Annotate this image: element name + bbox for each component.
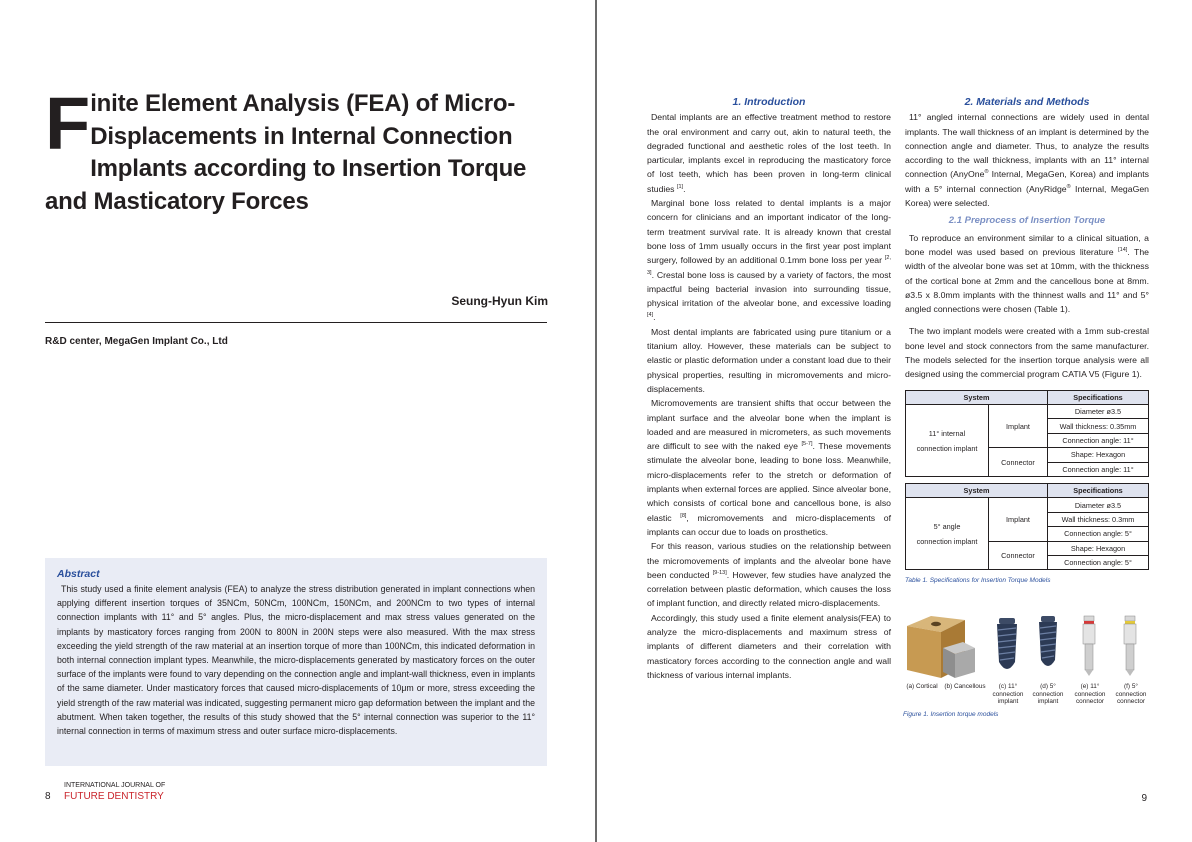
citation: [4] (647, 312, 654, 319)
page-number-right: 9 (1141, 793, 1147, 804)
intro-paragraph-6: Accordingly, this study used a finite element analysis(FEA) to analyze the micro-displacements and maximum stress of implants of different diameters and their correlation with masticatory forces according to the connection angle and wall thickness of various internal implants. (647, 612, 891, 680)
connector-cell: Connector (989, 541, 1048, 570)
figure-label-e: (e) 11° connection connector (1074, 683, 1106, 705)
bone-block-image (907, 616, 975, 678)
spec-cell: Connection angle: 5° (1048, 555, 1149, 569)
intro-paragraph-3: Most dental implants are fabricated using pure titanium or a titanium alloy. However, these materials can be subject to elastic or plastic deformation under a constant load due to their physical properties, resulting in micromovements and micro-displacements. (647, 326, 891, 394)
spec-cell: Diameter ø3.5 (1048, 498, 1149, 512)
figure-1 (903, 612, 1159, 722)
citation: [9-13] (712, 569, 727, 576)
intro-paragraph-2: Marginal bone loss related to dental implants is a major concern for clinicians and an important indicator of the long-term treatment survival rate. It is already known that crestal bone loss of 1mm usually occurs in the first year post implant surgery, followed by an additional 0.1mm bone loss per year [2, 3]. Crestal bone loss is caused by a variety of factors, the most impactful being bacterial invasion into surrounding tissue, physical irritation of the alveolar bone, and excessive loading [4]. (647, 198, 891, 323)
intro-p4-text-c: , micromovements and micro-displacements of implants can occur due to loads on prosthetics. (647, 512, 892, 537)
table-row (906, 498, 1149, 512)
methods-paragraph-3: The two implant models were created with a 1mm sub-crestal bone level and stock connectors from the same manufacturer. The models selected for the insertion torque analysis were all designed using the commercial program CATIA V5 (Figure 1). (905, 326, 1149, 380)
system-cell: 11° internal connection implant (906, 405, 989, 477)
intro-paragraph-1: Dental implants are an effective treatment method to restore the oral environment and carry out, akin to natural teeth, the degraded functional and aesthetic roles of the lost teeth. In particular, implants excel in reproducing the masticatory force of lost teeth, which has been proven in long-term clinical studies [1]. (647, 112, 891, 194)
title-divider (45, 322, 547, 323)
title-text: inite Element Analysis (FEA) of Micro-Displacements in Internal Connection Implants according to Insertion Torque and Masticatory Forces (45, 90, 527, 215)
header-system: System (906, 390, 1048, 404)
intro-p5-text-b: . However, few studies have analyzed the correlation between plastic deformation, which causes the loss of implant function, and directly related micro-displacements. (647, 569, 891, 609)
journal-line-1: INTERNATIONAL JOURNAL OF (64, 782, 166, 789)
header-specifications: Specifications (1048, 390, 1149, 404)
spec-cell: Wall thickness: 0.3mm (1048, 512, 1149, 526)
abstract-text: This study used a finite element analysis (FEA) to analyze the stress distribution generated in implant connections when applying different insertion torques of 35NCm, 50NCm, 100NCm, 150NCm, and 200NCm to two types of internal connection implants with 11° and 5° angles. Plus, the micro-displacement and max stress values generated on the implants by masticatory forces ranging from 200N to 800N in 200N steps were also measured. With the max stress exceeding the yield strength of the raw material at an insertion torque of more than 100NCm, this indicated deformation in both internal connection implant types. Meanwhile, the micro-displacements generated by masticatory forces on the outer surface of the implants were found to vary depending on the connection angle and implant-wall thickness, even in implants of the same diameter. Under masticatory forces that caused micro-displacements of 10μm or more, stress exceeding the yield strength of the raw material was indicated, suggesting permanent micro gap deformation between the implant and the abutment. When taken together, the results of this study showed that the 5° internal connection was superior to the 11° internal connection in terms of maximum stress and outer surface micro-displacements. (57, 584, 535, 737)
column-methods (905, 95, 1149, 589)
connector-cell: Connector (989, 448, 1048, 477)
citation: [5-7] (801, 441, 813, 448)
system-cell: 5° angle connection implant (906, 498, 989, 570)
implant-11-image (997, 618, 1017, 669)
spec-cell: Connection angle: 11° (1048, 433, 1149, 447)
methods-paragraph-2 (905, 231, 1149, 317)
spec-cell: Wall thickness: 0.35mm (1048, 419, 1149, 433)
figure-label-b: (b) Cancellous (944, 683, 986, 690)
journal-logo (64, 782, 165, 803)
intro-p4-text-a: Micromovements are transient shifts that occur between the implant surface and the alveolar bone when the implant is loaded and are measured in micrometers, as such movements are difficult to see with the naked eye (647, 398, 891, 452)
spec-cell: Connection angle: 5° (1048, 527, 1149, 541)
intro-p2-text-a: Marginal bone loss related to dental implants is a major concern for clinicians and an important indicator of the long-term treatment survival rate. It is already known that crestal bone loss of 1mm usually occurs in the first year post implant surgery, followed by an additional 0.1mm bone loss per year (647, 198, 891, 266)
registered-mark: ® (984, 169, 989, 176)
spec-cell: Connection angle: 11° (1048, 462, 1149, 476)
introduction-heading: 1. Introduction (732, 96, 806, 108)
citation: [8] (680, 512, 687, 519)
methods-p2-text-b: . The width of the alveolar bone was set at 10mm, with the thickness of the cortical bone at 2mm and the cancellous bone at 8mm. ø3.5 x 8.0mm implants with the thinnest walls and 11° and 5° angled connections were chosen (Table 1). (905, 246, 1150, 315)
connector-5-image (1124, 616, 1136, 676)
connector-11-image (1083, 616, 1095, 676)
spec-cell: Shape: Hexagon (1048, 541, 1149, 555)
spec-cell: Diameter ø3.5 (1048, 405, 1149, 419)
intro-p4-text-b: . These movements stimulate the alveolar bone, leading to bone loss. Meanwhile, micro-displacements refer to the stretch or deformation of implants when external forces are applied. Since alveolar bone, which consists of cortical bone and cancellous bone, is also elastic (647, 441, 891, 523)
figure-label-c: (c) 11° connection implant (992, 683, 1024, 705)
methods-paragraph-1 (905, 110, 1149, 210)
figure-label-a: (a) Cortical (906, 683, 938, 690)
spec-table-5 (905, 483, 1149, 570)
implant-cell: Implant (989, 405, 1048, 448)
affiliation: R&D center, MegaGen Implant Co., Ltd (45, 336, 228, 347)
methods-p1-text-c: Internal, MegaGen Korea) were selected. (905, 183, 1149, 209)
table-header-row (906, 390, 1149, 404)
table-header-row (906, 483, 1149, 497)
intro-p1-text: Dental implants are an effective treatment method to restore the oral environment and carry out, akin to natural teeth, the degraded functional and aesthetic roles of the lost teeth. In particular, implants excel in reproducing the masticatory force of lost teeth, which has been proven in long-term clinical studies (647, 112, 891, 194)
left-page (0, 0, 595, 842)
column-introduction (647, 95, 891, 682)
intro-paragraph-4 (647, 396, 891, 539)
author-name: Seung-Hyun Kim (451, 294, 548, 308)
spec-cell: Shape: Hexagon (1048, 448, 1149, 462)
intro-p2-text-b: . Crestal bone loss is caused by a variety of factors, the most impactful being bacterial invasion into surrounding tissue, physical irritation of the alveolar bone, and excessive loading (647, 269, 891, 309)
implant-cell: Implant (989, 498, 1048, 541)
spec-table-11 (905, 390, 1149, 477)
right-page (597, 0, 1192, 842)
figure-label-f: (f) 5° connection connector (1115, 683, 1147, 705)
citation: [14] (1118, 247, 1128, 254)
figure-illustration (903, 612, 1159, 680)
article-title (45, 82, 565, 218)
intro-p5-text-a: For this reason, various studies on the relationship between the micromovements of implants and the alveolar bone have been conducted (647, 541, 891, 580)
journal-line-2: FUTURE DENTISTRY (64, 791, 164, 802)
abstract-heading: Abstract (57, 568, 100, 580)
figure-label-d: (d) 5° connection implant (1032, 683, 1064, 705)
methods-p2-text-a: To reproduce an environment similar to a clinical situation, a bone model was used based on previous literature (905, 232, 1149, 257)
methods-p1-text-b: Internal, MegaGen, Korea) and implants with a 5° internal connection (AnyRidge (905, 169, 1149, 194)
header-specifications: Specifications (1048, 483, 1149, 497)
methods-heading: 2. Materials and Methods (964, 96, 1090, 108)
citation: [1] (676, 183, 684, 190)
table-row (906, 405, 1149, 419)
intro-paragraph-5 (647, 539, 891, 610)
implant-5-image (1039, 616, 1057, 666)
page-number-left: 8 (45, 791, 51, 802)
header-system: System (906, 483, 1048, 497)
title-dropcap: F (45, 82, 89, 165)
table-caption: Table 1. Specifications for Insertion Torque Models (905, 577, 1051, 585)
citation: [2, 3] (647, 255, 891, 276)
subsection-heading: 2.1 Preprocess of Insertion Torque (948, 215, 1106, 227)
registered-mark: ® (1066, 183, 1071, 190)
figure-caption: Figure 1. Insertion torque models (903, 711, 999, 718)
abstract-box (45, 558, 547, 766)
methods-p1-text-a: 11° angled internal connections are widely used in dental implants. The wall thickness of an implant is determined by the connection angle and diameter. Thus, to analyze the results according to the wall thickness, implants with an 11° internal connection (AnyOne (905, 112, 1149, 180)
